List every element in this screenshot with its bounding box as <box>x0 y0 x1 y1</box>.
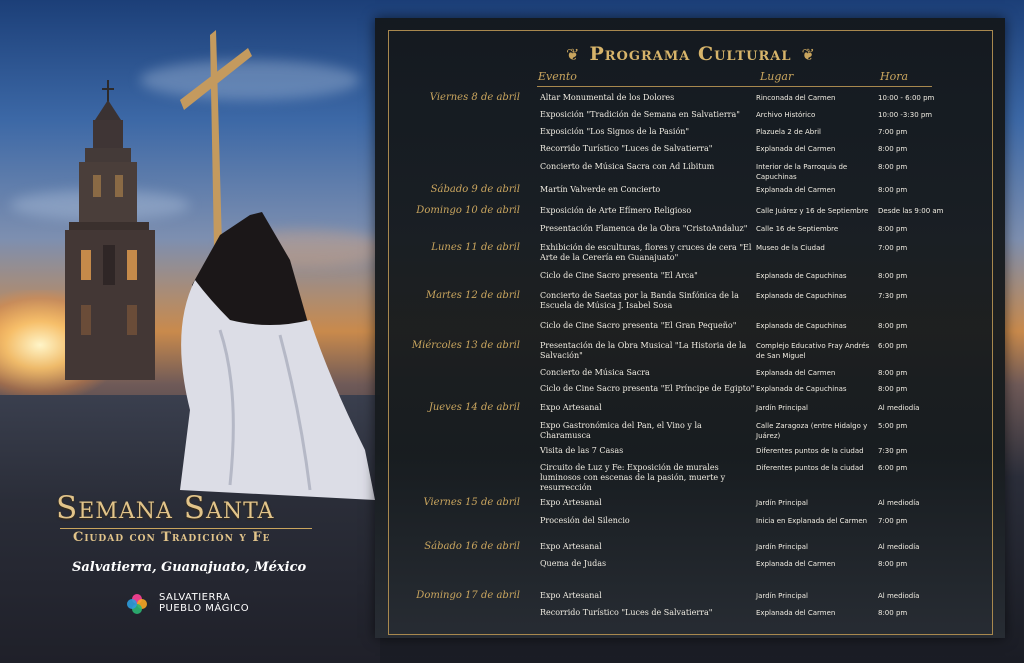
schedule-list <box>388 0 993 663</box>
brand-subtitle: Ciudad con Tradición y Fe <box>73 530 271 545</box>
event-place: Explanada del Carmen <box>756 145 836 153</box>
day-label: Sábado 16 de abril <box>424 541 520 552</box>
ornament-right-icon: ❦ <box>801 44 815 64</box>
brand-title: Semana Santa <box>56 490 275 526</box>
event-time: Al mediodía <box>878 543 920 551</box>
header-hora: Hora <box>880 70 909 83</box>
event-name: Circuito de Luz y Fe: Exposición de murales luminosos con escenas de la pasión, muerte y resurrección <box>540 463 726 492</box>
day-label: Domingo 17 de abril <box>416 590 520 601</box>
day-label: Martes 12 de abril <box>425 290 520 301</box>
event-name: Visita de las 7 Casas <box>540 446 624 455</box>
day-label: Miércoles 13 de abril <box>411 340 520 351</box>
event-name: Martín Valverde en Concierto <box>540 185 661 194</box>
penitent-figure-illustration <box>160 30 375 510</box>
event-place: Explanada de Capuchinas <box>756 385 847 393</box>
panel-title: Programa Cultural <box>589 43 792 65</box>
event-name: Altar Monumental de los Dolores <box>540 93 675 102</box>
event-place: Diferentes puntos de la ciudad <box>756 447 864 455</box>
event-place: Diferentes puntos de la ciudad <box>756 464 864 472</box>
event-name: Concierto de Música Sacra <box>540 368 650 377</box>
brand-divider <box>60 528 312 529</box>
event-name: Expo Artesanal <box>540 542 602 551</box>
brand-location: Salvatierra, Guanajuato, México <box>72 560 307 575</box>
event-name: Ciclo de Cine Sacro presenta "El Príncipe de Egipto" <box>540 384 755 393</box>
event-time: 8:00 pm <box>878 385 908 393</box>
event-time: Al mediodía <box>878 592 920 600</box>
event-name: Ciclo de Cine Sacro presenta "El Gran Pequeño" <box>540 321 737 330</box>
event-time: 8:00 pm <box>878 322 908 330</box>
event-place: Calle Juárez y 16 de Septiembre <box>756 207 869 215</box>
event-name: Exposición de Arte Efímero Religioso <box>540 206 692 215</box>
event-name: Exposición "Tradición de Semana en Salvatierra" <box>540 110 740 119</box>
event-place: Explanada del Carmen <box>756 369 836 377</box>
event-name: Presentación de la Obra Musical "La Historia de la Salvación" <box>540 341 747 360</box>
event-name: Concierto de Saetas por la Banda Sinfónica de la Escuela de Música J. Isabel Sosa <box>540 291 739 310</box>
event-name: Ciclo de Cine Sacro presenta "El Arca" <box>540 271 698 280</box>
event-place: Explanada del Carmen <box>756 560 836 568</box>
event-time: 5:00 pm <box>878 422 908 430</box>
event-name: Expo Gastronómica del Pan, el Vino y la Charamusca <box>540 421 702 440</box>
event-time: 6:00 pm <box>878 464 908 472</box>
event-name: Presentación Flamenca de la Obra "CristoAndaluz" <box>540 224 748 233</box>
event-name: Quema de Judas <box>540 559 607 568</box>
event-time: 10:00 - 6:00 pm <box>878 94 935 102</box>
event-time: 7:00 pm <box>878 517 908 525</box>
event-place: Explanada del Carmen <box>756 186 836 194</box>
header-lugar: Lugar <box>760 70 794 83</box>
event-name: Expo Artesanal <box>540 403 602 412</box>
event-time: 8:00 pm <box>878 609 908 617</box>
event-time: 7:00 pm <box>878 128 908 136</box>
event-place: Jardín Principal <box>756 592 808 600</box>
event-place: Rinconada del Carmen <box>756 94 836 102</box>
pueblo-magico-text <box>159 592 249 614</box>
event-place: Jardín Principal <box>756 404 808 412</box>
event-name: Recorrido Turístico "Luces de Salvatierra" <box>540 144 713 153</box>
church-tower-illustration <box>55 80 165 380</box>
day-label: Domingo 10 de abril <box>416 205 520 216</box>
event-time: 8:00 pm <box>878 225 908 233</box>
pueblo-magico-logo-icon <box>125 592 149 616</box>
day-label: Viernes 8 de abril <box>429 92 520 103</box>
event-time: 8:00 pm <box>878 163 908 171</box>
day-label: Lunes 11 de abril <box>431 242 520 253</box>
event-name: Recorrido Turístico "Luces de Salvatierra" <box>540 608 713 617</box>
logo-line-2: PUEBLO MÁGICO <box>159 603 250 614</box>
header-evento: Evento <box>538 70 577 83</box>
event-place: Explanada de Capuchinas <box>756 272 847 280</box>
event-time: 6:00 pm <box>878 342 908 350</box>
event-time: Al mediodía <box>878 499 920 507</box>
event-place: Explanada del Carmen <box>756 609 836 617</box>
day-label: Jueves 14 de abril <box>428 402 520 413</box>
event-time: Al mediodía <box>878 404 920 412</box>
event-place: Calle 16 de Septiembre <box>756 225 839 233</box>
event-place: Complejo Educativo Fray Andrés de San Miguel <box>756 342 870 360</box>
event-time: 8:00 pm <box>878 560 908 568</box>
ornament-left-icon: ❦ <box>566 44 580 64</box>
event-place: Jardín Principal <box>756 499 808 507</box>
day-label: Sábado 9 de abril <box>430 184 520 195</box>
event-name: Exhibición de esculturas, flores y cruces de cera "El Arte de la Cerería en Guanajuato" <box>540 243 752 262</box>
event-place: Plazuela 2 de Abril <box>756 128 821 136</box>
event-place: Explanada de Capuchinas <box>756 292 847 300</box>
event-name: Expo Artesanal <box>540 498 602 507</box>
event-time: 8:00 pm <box>878 272 908 280</box>
event-place: Archivo Histórico <box>756 111 816 119</box>
event-place: Interior de la Parroquia de Capuchinas <box>756 163 848 181</box>
event-time: 10:00 -3:30 pm <box>878 111 933 119</box>
event-place: Explanada de Capuchinas <box>756 322 847 330</box>
event-name: Procesión del Silencio <box>540 516 630 525</box>
event-place: Inicia en Explanada del Carmen <box>756 517 868 525</box>
event-time: Desde las 9:00 am <box>878 207 944 215</box>
event-time: 7:30 pm <box>878 292 908 300</box>
event-place: Museo de la Ciudad <box>756 244 825 252</box>
event-name: Concierto de Música Sacra con Ad Libitum <box>540 162 715 171</box>
event-place: Jardín Principal <box>756 543 808 551</box>
event-time: 7:30 pm <box>878 447 908 455</box>
event-place: Calle Zaragoza (entre Hidalgo y Juárez) <box>756 422 868 440</box>
day-label: Viernes 15 de abril <box>423 497 520 508</box>
event-time: 8:00 pm <box>878 145 908 153</box>
logo-line-1: SALVATIERRA <box>159 592 231 603</box>
event-name: Expo Artesanal <box>540 591 602 600</box>
event-time: 8:00 pm <box>878 186 908 194</box>
event-time: 8:00 pm <box>878 369 908 377</box>
event-name: Exposición "Los Signos de la Pasión" <box>540 127 690 136</box>
event-time: 7:00 pm <box>878 244 908 252</box>
